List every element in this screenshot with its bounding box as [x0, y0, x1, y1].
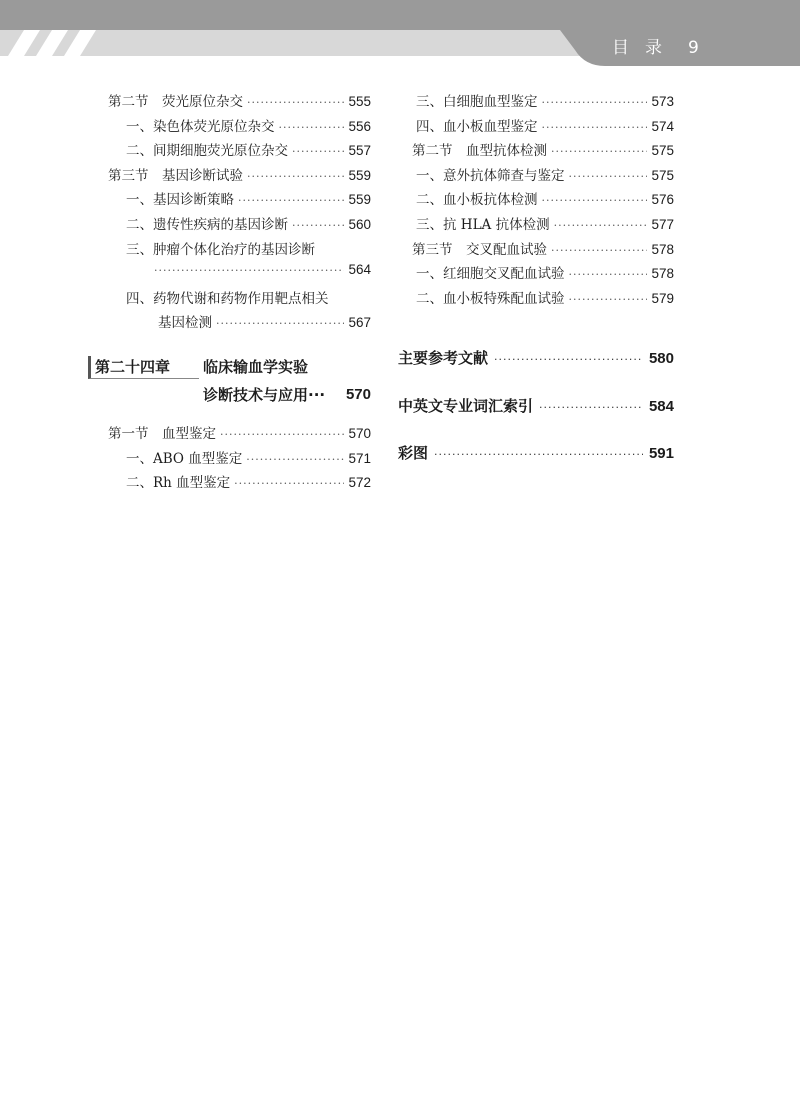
leader-dots	[292, 219, 344, 232]
toc-page-number: 570	[348, 425, 371, 441]
toc-item-row-wrapped-leader[interactable]	[108, 262, 371, 287]
back-matter-label: 彩图	[398, 444, 429, 463]
toc-item-row[interactable]	[108, 139, 371, 164]
toc-page-number: 574	[651, 118, 674, 134]
toc-page-number: 576	[651, 192, 674, 208]
toc-item-row-wrapped-second[interactable]	[108, 311, 371, 336]
toc-chapter-heading[interactable]	[95, 356, 371, 414]
leader-dots	[539, 401, 643, 414]
toc-section-row[interactable]	[398, 238, 674, 263]
toc-entry-label: 第二节 荧光原位杂交	[108, 94, 243, 110]
toc-entry-label: 二、血小板特殊配血试验	[416, 290, 565, 307]
page-header	[0, 0, 800, 70]
leader-dots	[494, 353, 643, 366]
toc-section-row[interactable]	[108, 164, 371, 189]
back-matter-page: 584	[648, 397, 674, 415]
toc-back-matter-color-plates[interactable]	[398, 442, 674, 466]
toc-back-matter-glossary-index[interactable]	[398, 395, 674, 419]
toc-item-row[interactable]	[398, 262, 674, 287]
leader-dots	[238, 194, 344, 207]
leader-dots	[542, 96, 648, 109]
leader-dots	[569, 293, 648, 306]
toc-page-number: 567	[348, 315, 371, 331]
toc-entry-label: 第二节 血型抗体检测	[412, 143, 547, 160]
toc-item-row[interactable]	[398, 287, 674, 312]
leader-dots	[569, 170, 648, 183]
header-page-number: 9	[688, 38, 701, 58]
chapter-label: 第二十四章	[88, 356, 199, 379]
toc-item-row-wrapped-first[interactable]	[108, 238, 371, 263]
toc-entry-label: 第三节 交叉配血试验	[412, 241, 547, 258]
toc-entry-label: 一、基因诊断策略	[126, 192, 234, 209]
header-title-char-1: 目	[612, 38, 631, 58]
toc-item-row[interactable]	[108, 447, 371, 472]
leader-dots	[279, 121, 345, 134]
toc-entry-label: 四、药物代谢和药物作用靶点相关	[126, 290, 329, 307]
toc-item-row[interactable]	[108, 188, 371, 213]
toc-entry-label: 三、抗 HLA 抗体检测	[416, 216, 550, 233]
running-header	[612, 33, 701, 58]
toc-page-number: 578	[651, 241, 674, 257]
leader-dots	[434, 448, 643, 461]
toc-entry-label: 第三节 基因诊断试验	[108, 167, 243, 184]
back-matter-label: 中英文专业词汇索引	[398, 396, 534, 415]
toc-item-row[interactable]	[398, 115, 674, 140]
leader-dots	[247, 96, 344, 109]
toc-back-matter-references[interactable]	[398, 347, 674, 371]
leader-dots	[216, 317, 344, 330]
toc-page-number: 559	[348, 167, 371, 183]
toc-section-row[interactable]	[398, 139, 674, 164]
toc-item-row[interactable]	[398, 188, 674, 213]
leader-dots	[292, 145, 344, 158]
toc-page-number: 577	[651, 216, 674, 232]
toc-item-row-wrapped-first[interactable]	[108, 287, 371, 312]
toc-entry-label: 二、间期细胞荧光原位杂交	[126, 143, 288, 160]
leader-dots	[246, 453, 344, 466]
toc-item-row[interactable]	[398, 164, 674, 189]
toc-left-column	[95, 90, 371, 496]
toc-entry-label: 一、红细胞交叉配血试验	[416, 266, 565, 283]
toc-entry-label: 一、意外抗体筛查与鉴定	[416, 167, 565, 184]
toc-item-row[interactable]	[108, 213, 371, 238]
toc-section-row[interactable]	[108, 90, 371, 115]
back-matter-label: 主要参考文献	[398, 349, 489, 368]
leader-dots	[569, 268, 648, 281]
toc-page-number: 579	[651, 290, 674, 306]
chapter-title-line-2: 诊断技术与应用···	[203, 385, 326, 404]
leader-dots	[154, 264, 344, 277]
leader-dots	[551, 244, 647, 257]
header-title-char-2: 录	[645, 38, 664, 58]
toc-entry-label: 一、染色体荧光原位杂交	[126, 118, 275, 135]
toc-entry-label-continued: 基因检测	[158, 315, 212, 332]
toc-page-number: 575	[651, 143, 674, 159]
toc-page-number: 555	[348, 94, 371, 109]
toc-entry-label: 二、Rh 血型鉴定	[126, 475, 231, 492]
leader-dots	[542, 194, 648, 207]
leader-dots	[234, 477, 344, 490]
toc-right-column	[398, 90, 674, 490]
chapter-title-line-1: 临床输血学实验	[203, 357, 309, 376]
leader-dots	[551, 145, 647, 158]
toc-page-number: 560	[348, 216, 371, 232]
toc-entry-label: 三、肿瘤个体化治疗的基因诊断	[126, 241, 315, 258]
toc-page-number: 578	[651, 266, 674, 282]
toc-entry-label: 一、ABO 血型鉴定	[126, 450, 243, 467]
toc-entry-label: 二、血小板抗体检测	[416, 192, 538, 209]
toc-item-row[interactable]	[108, 115, 371, 140]
leader-dots	[542, 121, 648, 134]
chapter-page-number: 570	[345, 385, 371, 403]
toc-page-number: 557	[348, 143, 371, 159]
toc-page-number: 575	[651, 167, 674, 183]
toc-item-row[interactable]	[398, 90, 674, 115]
toc-item-row[interactable]	[108, 471, 371, 496]
leader-dots	[220, 428, 344, 441]
toc-entry-label: 二、遗传性疾病的基因诊断	[126, 216, 288, 233]
toc-section-row[interactable]	[108, 422, 371, 447]
toc-entry-label: 三、白细胞血型鉴定	[416, 94, 538, 110]
toc-page-number: 573	[651, 94, 674, 109]
toc-entry-label: 第一节 血型鉴定	[108, 425, 216, 442]
leader-dots	[247, 170, 344, 183]
toc-page-number: 571	[348, 450, 371, 466]
toc-page-number: 572	[348, 475, 371, 491]
toc-entry-label: 四、血小板血型鉴定	[416, 118, 538, 135]
toc-page-number: 564	[348, 262, 371, 278]
toc-item-row[interactable]	[398, 213, 674, 238]
toc-page-number: 556	[348, 118, 371, 134]
leader-dots	[554, 219, 648, 232]
toc-page-number: 559	[348, 192, 371, 208]
back-matter-page: 580	[648, 350, 674, 368]
back-matter-page: 591	[648, 445, 674, 463]
